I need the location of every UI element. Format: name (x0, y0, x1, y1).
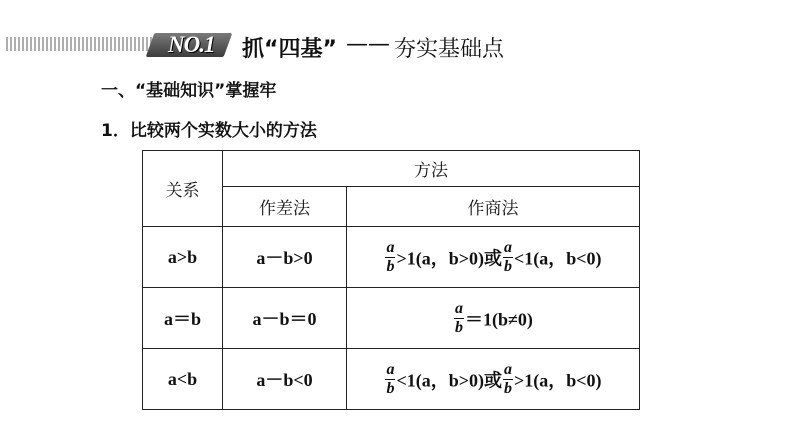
difference-cell: a－b<0 (223, 349, 347, 410)
fraction-denominator: b (455, 318, 464, 336)
fraction (503, 362, 513, 397)
banner-title: 抓“四基” (242, 37, 337, 62)
difference-cell: a－b>0 (223, 227, 347, 288)
quotient-condition: >1(a，b<0) (514, 370, 602, 390)
quotient-condition: <1(a，b>0)或 (396, 370, 502, 390)
fraction-numerator: a (504, 360, 512, 378)
fraction-denominator: b (386, 257, 395, 275)
comparison-table (142, 150, 640, 410)
section-banner (0, 28, 794, 62)
table-row (143, 227, 640, 288)
fraction (385, 362, 395, 397)
quotient-cell (347, 227, 640, 288)
banner-separator: —— (346, 32, 390, 57)
banner-subtitle: 夯实基础点 (394, 37, 505, 62)
fraction (385, 240, 395, 275)
fraction-denominator: b (386, 379, 395, 397)
method-header: 方法 (223, 151, 640, 187)
fraction-numerator: a (386, 360, 395, 378)
fraction-numerator: a (455, 299, 464, 317)
quotient-method-header: 作商法 (347, 187, 640, 227)
fraction-denominator: b (504, 257, 512, 275)
section-heading: 一、“基础知识”掌握牢 (101, 81, 277, 101)
difference-method-header: 作差法 (223, 187, 347, 227)
fraction (503, 240, 513, 275)
fraction-numerator: a (386, 238, 395, 256)
relation-cell: a＝b (143, 288, 223, 349)
relation-header: 关系 (143, 151, 223, 227)
fraction-numerator: a (504, 238, 512, 256)
quotient-cell (347, 349, 640, 410)
badge-number: NO.1 (168, 32, 215, 57)
difference-cell: a－b＝0 (223, 288, 347, 349)
quotient-condition: ＝1(b≠0) (465, 309, 533, 329)
quotient-cell (347, 288, 640, 349)
fraction (454, 301, 464, 336)
quotient-condition: <1(a，b<0) (514, 248, 602, 268)
subheading: 1．比较两个实数大小的方法 (101, 121, 317, 141)
table-row (143, 288, 640, 349)
relation-cell: a<b (143, 349, 223, 410)
table-row (143, 349, 640, 410)
quotient-condition: >1(a，b>0)或 (396, 248, 502, 268)
decorative-stripes (6, 37, 154, 51)
fraction-denominator: b (504, 379, 512, 397)
relation-cell: a>b (143, 227, 223, 288)
